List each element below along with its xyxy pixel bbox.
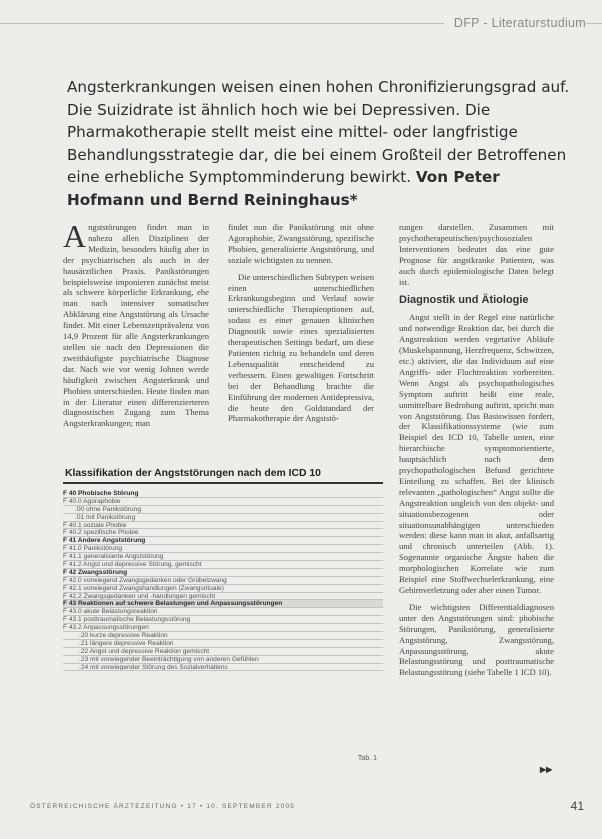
lead-text: Angsterkrankungen weisen einen hohen Chronifizierungsgrad auf. Die Suizidrate ist ähnlich hoch wie bei Depressiven. Die Pharmakotherapie stellt meist eine mittel- oder langfristige Behandlungsstrategie dar, die bei einem Großteil der Betroffenen eine erhebliche Symptomminderung bewirkt. — [67, 78, 570, 186]
table-row: F 40.2 spezifische Phobie — [63, 529, 383, 537]
table-row: F 43 Reaktionen auf schwere Belastungen und Anpassungsstörungen — [63, 600, 383, 608]
table-row: F 40.0 Agoraphobie — [63, 498, 383, 506]
col2-paragraph-1: findet nun die Panikstörung mit ohne Agoraphobie, Zwangsstörung, spezifische Phobien, generalisierte Angststörung, und soziale wichtigsten zu nennen. — [228, 222, 374, 265]
table-row: .23 mit vorwiegender Beeinträchtigung von anderen Gefühlen — [63, 656, 383, 664]
col2-paragraph-2: Die unterschiedlichen Subtypen weisen einen unterschiedlichen Erkrankungsbeginn und Verlauf sowie unterschiedliche Therapieoptionen auf, sodass es einer genauen klinischen Diagnostik sowie eines spezialisierten therapeutischen Settings bedarf, um diese Patienten richtig zu behandeln und deren Lebensqualität entscheidend zu verbessern. Einen gewaltigen Fortschritt bei der Behandlung brachte die Einführung der modernen Antidepressiva, die heute den Goldstandard der Pharmakotherapie der Angststö- — [228, 271, 374, 424]
table-rows — [63, 490, 383, 671]
section-title: DFP - Literaturstudium — [444, 16, 586, 30]
table-row: F 43.1 posttraumatische Belastungsstörung — [63, 616, 383, 624]
table-row: F 40.1 soziale Phobie — [63, 522, 383, 530]
footer-publication: ÖSTERREICHISCHE ÄRZTEZEITUNG • 17 • 10. SEPTEMBER 2005 — [30, 803, 296, 810]
subheading-diagnostik: Diagnostik und Ätiologie — [399, 294, 529, 307]
body-column-3 — [399, 222, 554, 678]
table-row: F 42.0 vorwiegend Zwangsgedanken oder Grübelzwang — [63, 577, 383, 585]
table-row: F 43.2 Anpassungsstörungen — [63, 624, 383, 632]
table-row: F 42.2 Zwangsgedanken und -handlungen gemischt — [63, 593, 383, 601]
authors-byline: Von Peter Hofmann und Bernd Reininghaus* — [67, 168, 500, 209]
body-column-2 — [228, 222, 374, 462]
table-row: .20 kurze depressive Reaktion — [63, 632, 383, 640]
table-row: .01 mit Panikstörung — [63, 514, 383, 522]
body-column-1 — [63, 218, 209, 462]
col1-text: ngststörungen findet man in nahezu allen Disziplinen der Medizin, besonders häufig aber in der psychiatrischen als auch in der hausärztlichen Praxis. Panikstörungen beispielsweise imponieren zunächst meist als schwere körperliche Erkrankung, ehe man nach intensiver somatischer Abklärung eine Angststörung als Ursache findet. Mit einer Lebenszeitprävalenz von 14,9 Prozent für alle Angsterkrankungen stellen sie nach den Depressionen die zweithäufigste psychiatrische Diagnose dar. Nach wie vor wenig Johnen werde häufigkeit zwischen Angsterkrank und Phobien unterschieden. Heute finden man in der Literatur einen differenzierteren diagnostischen Zugang zum Thema Angsterkrankungen; man — [63, 222, 209, 429]
table-row: .00 ohne Panikstörung — [63, 506, 383, 514]
continue-arrows: ▶▶ — [540, 765, 553, 774]
table-title: Klassifikation der Angststörungen nach dem ICD 10 — [63, 466, 383, 484]
col3-paragraph-1: rungen darstellen. Zusammen mit psychotherapeutischen/psychosozialen Interventionen bedeutet das eine gute Prognose für angstkranke Patienten, was auch durch epidemiologische Daten belegt ist. — [399, 222, 554, 287]
table-row: F 41.0 Panikstörung — [63, 545, 383, 553]
table-row: F 41.2 Angst und depressive Störung, gemischt — [63, 561, 383, 569]
col3-paragraph-2: Angst stellt in der Regel eine natürliche und notwendige Reaktion dar, bei durch die Angstreaktion werden vegetative Abläufe (Muskelspannung, Herzfrequenz, Schwitzen, etc.) aktiviert, die das Individuum auf eine Angriffs- oder Fluchtreaktion vorbereiten. Wenn Angst als psychopathologisches Symptom auftritt heißt eine reale, unmittelbare Bedrohung auftritt, spricht man von Angststörung. Das Basiswissen fordert, der Klassifikationssysteme (wie zum Beispiel des ICD 10, Tabelle unten, eine hierarchische symptomorientierte, hauptsächlich nach dem psychopathologischen Befund gerichtete Einteilung zu schaffen. Bei der klinisch relevanten „pathologischen“ Angst sollte die Angstreaktion ungleich von den objekt- und situationsbezogenen oder situationsunabhängigen unterschieden werden: diese kann man in akut, anfallsartig und chronisch unterteilen (Abb. 1). Sogenannte organische Ängste haben die morphologischen Korrelate wie zum Beispiel eine Stoffwechselerkrankung, eine Gehirnverletzung oder aber einen Tumor. — [399, 312, 554, 595]
table-row: .24 mit vorwiegender Störung des Sozialverhaltens — [63, 664, 383, 672]
table-row: F 42.1 vorwiegend Zwangshandlungen (Zwangsrituale) — [63, 585, 383, 593]
drop-cap: A — [63, 218, 87, 254]
table-row: F 40 Phobische Störung — [63, 490, 383, 498]
table-row: F 41.1 generalisierte Angststörung — [63, 553, 383, 561]
table-row: F 42 Zwangsstörung — [63, 569, 383, 577]
table-row: .21 längere depressive Reaktion — [63, 640, 383, 648]
page-number: 41 — [570, 799, 584, 813]
classification-table — [63, 466, 383, 770]
table-row: F 43.0 akute Belastungsreaktion — [63, 608, 383, 616]
lead-paragraph — [67, 76, 579, 211]
table-row: .22 Angst und depressive Reaktion gemischt — [63, 648, 383, 656]
col3-paragraph-3: Die wichtigsten Differentialdiagnosen unter den Angststörungen sind: phobische Störungen, Panikstörung, generalisierte Angststörung, Zwangsstörung, Anpassungsstörung, akute Belastungsstörung und posttraumatische Belastungsstörung (siehe Tabelle 1 ICD 10). — [399, 601, 554, 678]
table-row: F 41 Andere Angststörung — [63, 537, 383, 545]
table-number-label: Tab. 1 — [357, 755, 377, 762]
section-header — [0, 12, 602, 42]
